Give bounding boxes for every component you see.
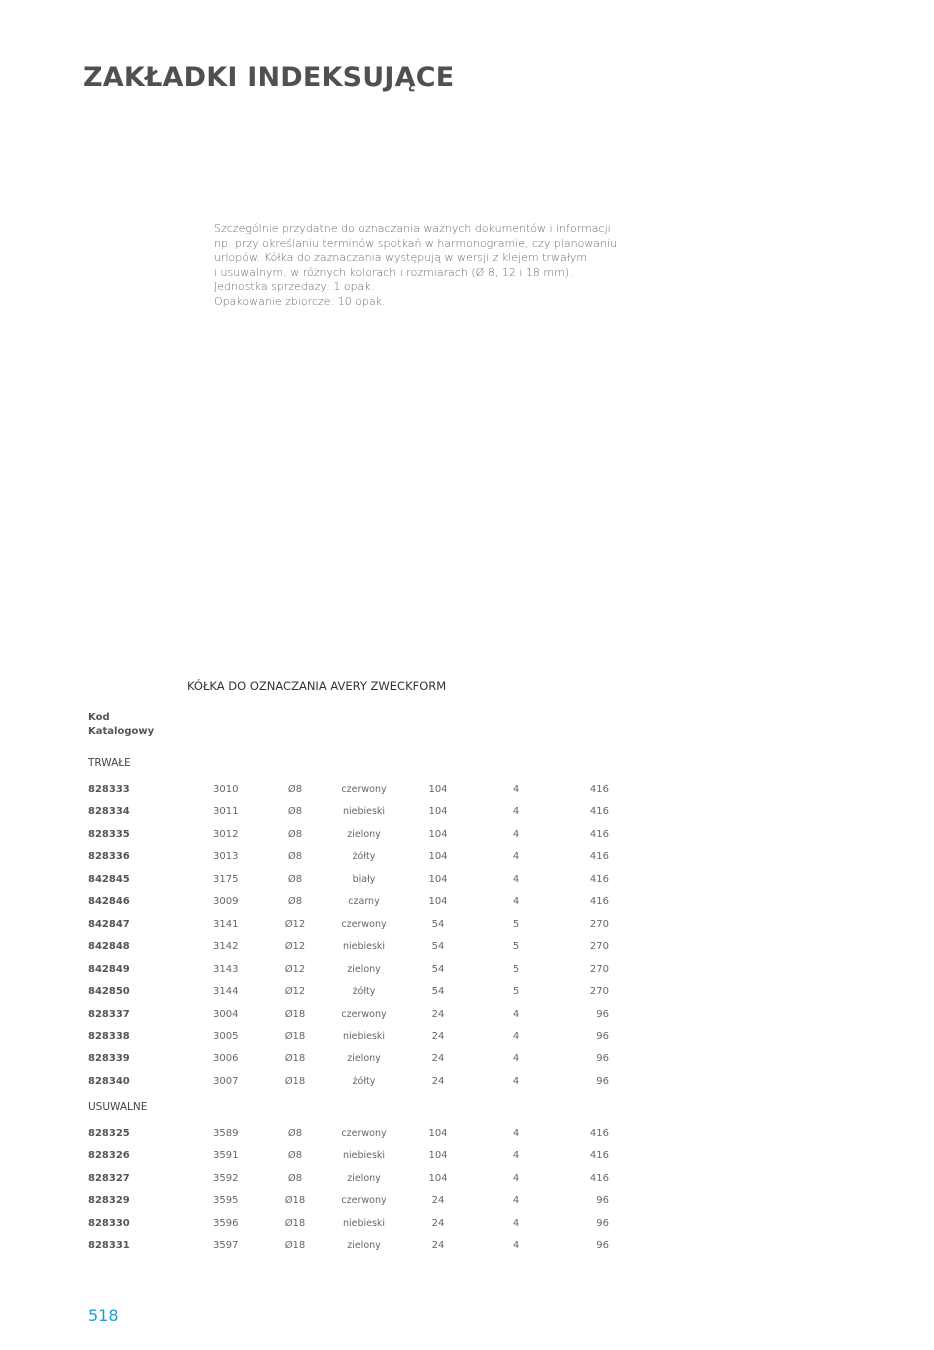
cell-pack-count: 5 (512, 918, 520, 930)
cell-diameter: Ø18 (284, 1053, 306, 1065)
cell-color: zielony (347, 1240, 381, 1252)
table-row (0, 1192, 934, 1210)
cell-catalog-code: 842848 (88, 941, 130, 953)
cell-total-count: 96 (596, 1240, 609, 1252)
cell-diameter: Ø8 (287, 896, 303, 908)
cell-diameter: Ø12 (284, 963, 306, 975)
cell-pack-count: 4 (512, 1030, 520, 1042)
cell-catalog-code: 828325 (88, 1128, 130, 1139)
cell-symbol: 3012 (213, 828, 239, 840)
table-title: KÓŁKA DO OZNACZANIA AVERY ZWECKFORM (187, 679, 447, 693)
cell-pack-count: 4 (512, 873, 520, 885)
cell-total-count: 416 (589, 828, 609, 840)
cell-catalog-code: 842846 (88, 896, 130, 908)
cell-total-count: 96 (596, 1195, 609, 1207)
cell-total-count: 270 (589, 986, 609, 998)
cell-diameter: Ø18 (284, 1075, 306, 1087)
table-row (0, 893, 934, 911)
cell-catalog-code: 828330 (88, 1217, 130, 1229)
cell-diameter: Ø12 (284, 941, 306, 953)
column-header-line: Kod (88, 712, 110, 723)
column-header-code (88, 711, 154, 739)
cell-sheets-per-pack: 24 (431, 1217, 445, 1229)
page-title: ZAKŁADKI INDEKSUJĄCE (83, 62, 455, 93)
section-label: TRWAŁE (88, 757, 131, 769)
cell-symbol: 3595 (213, 1195, 239, 1207)
cell-color: żółty (352, 1075, 376, 1087)
cell-pack-count: 4 (512, 1217, 520, 1229)
cell-catalog-code: 828339 (88, 1053, 130, 1065)
cell-catalog-code: 842847 (88, 918, 130, 930)
cell-catalog-code: 842850 (88, 986, 130, 998)
cell-symbol: 3591 (213, 1150, 239, 1162)
cell-symbol: 3143 (213, 963, 239, 975)
cell-sheets-per-pack: 104 (428, 873, 448, 885)
column-header-line: Katalogowy (88, 726, 155, 737)
page-number: 518 (88, 1306, 119, 1325)
cell-total-count: 416 (589, 896, 609, 908)
cell-symbol: 3013 (213, 851, 239, 863)
cell-sheets-per-pack: 104 (428, 1128, 448, 1139)
cell-diameter: Ø12 (284, 986, 306, 998)
table-row (0, 1147, 934, 1165)
cell-catalog-code: 828336 (88, 851, 130, 863)
cell-sheets-per-pack: 24 (431, 1008, 445, 1020)
cell-diameter: Ø8 (287, 1150, 303, 1162)
cell-total-count: 96 (596, 1075, 609, 1087)
table-row (0, 826, 934, 844)
cell-catalog-code: 828327 (88, 1172, 130, 1184)
cell-pack-count: 4 (512, 896, 520, 908)
cell-color: niebieski (342, 941, 386, 953)
cell-pack-count: 4 (512, 784, 520, 795)
cell-total-count: 416 (589, 784, 609, 795)
table-row (0, 1170, 934, 1188)
table-row (0, 1050, 934, 1068)
cell-pack-count: 4 (512, 1008, 520, 1020)
cell-diameter: Ø18 (284, 1195, 306, 1207)
cell-pack-count: 4 (512, 1053, 520, 1065)
cell-catalog-code: 828329 (88, 1195, 130, 1207)
cell-pack-count: 5 (512, 963, 520, 975)
table-row (0, 1006, 934, 1024)
cell-symbol: 3005 (213, 1030, 239, 1042)
cell-total-count: 270 (589, 941, 609, 953)
cell-sheets-per-pack: 54 (431, 918, 445, 930)
cell-symbol: 3010 (213, 784, 239, 795)
cell-color: niebieski (342, 1030, 386, 1042)
description-line: i usuwalnym, w różnych kolorach i rozmiarach (Ø 8, 12 i 18 mm). (214, 265, 573, 279)
cell-sheets-per-pack: 24 (431, 1053, 445, 1065)
table-row (0, 781, 934, 799)
cell-diameter: Ø8 (287, 784, 303, 795)
cell-diameter: Ø18 (284, 1217, 306, 1229)
description (214, 222, 618, 309)
cell-diameter: Ø18 (284, 1030, 306, 1042)
cell-sheets-per-pack: 104 (428, 1172, 448, 1184)
table-row (0, 803, 934, 821)
table-row (0, 871, 934, 889)
cell-pack-count: 4 (512, 1172, 520, 1184)
cell-sheets-per-pack: 24 (431, 1240, 445, 1252)
cell-total-count: 96 (596, 1030, 609, 1042)
table-row (0, 961, 934, 979)
cell-color: niebieski (342, 1150, 386, 1162)
cell-total-count: 416 (589, 1172, 609, 1184)
cell-color: czerwony (341, 784, 387, 795)
cell-symbol: 3004 (213, 1008, 239, 1020)
cell-diameter: Ø8 (287, 1128, 303, 1139)
cell-sheets-per-pack: 24 (431, 1075, 445, 1087)
cell-catalog-code: 828335 (88, 828, 130, 840)
cell-sheets-per-pack: 104 (428, 784, 448, 795)
cell-total-count: 416 (589, 851, 609, 863)
table-row (0, 983, 934, 1001)
cell-symbol: 3006 (213, 1053, 239, 1065)
cell-sheets-per-pack: 104 (428, 828, 448, 840)
cell-sheets-per-pack: 104 (428, 806, 448, 818)
cell-diameter: Ø8 (287, 806, 303, 818)
cell-color: czerwony (341, 1008, 387, 1020)
cell-catalog-code: 828338 (88, 1030, 130, 1042)
cell-sheets-per-pack: 24 (431, 1195, 445, 1207)
cell-catalog-code: 842849 (88, 963, 130, 975)
cell-color: zielony (347, 1053, 381, 1065)
cell-sheets-per-pack: 104 (428, 1150, 448, 1162)
table-row (0, 1237, 934, 1255)
cell-total-count: 96 (596, 1053, 609, 1065)
description-line: Opakowanie zbiorcze: 10 opak. (214, 294, 386, 308)
description-line: Jednostka sprzedaży: 1 opak. (214, 280, 375, 293)
cell-color: żółty (352, 851, 376, 863)
cell-color: czerwony (341, 918, 387, 930)
cell-sheets-per-pack: 104 (428, 851, 448, 863)
section-label: USUWALNE (88, 1101, 148, 1113)
cell-pack-count: 4 (512, 1195, 520, 1207)
table-row (0, 848, 934, 866)
cell-total-count: 96 (596, 1217, 609, 1229)
cell-pack-count: 4 (512, 1075, 520, 1087)
cell-color: zielony (347, 1172, 381, 1184)
table-row (0, 1215, 934, 1233)
table-row (0, 1028, 934, 1046)
cell-catalog-code: 828333 (88, 784, 130, 795)
cell-pack-count: 5 (512, 941, 520, 953)
cell-pack-count: 4 (512, 1150, 520, 1162)
cell-diameter: Ø18 (284, 1240, 306, 1252)
table-row (0, 1125, 934, 1143)
cell-symbol: 3597 (213, 1240, 239, 1252)
cell-sheets-per-pack: 24 (431, 1030, 445, 1042)
cell-sheets-per-pack: 54 (431, 941, 445, 953)
cell-symbol: 3007 (213, 1075, 239, 1087)
cell-symbol: 3141 (213, 918, 239, 930)
cell-catalog-code: 828326 (88, 1150, 130, 1162)
cell-catalog-code: 828334 (88, 806, 130, 818)
cell-total-count: 416 (589, 1128, 609, 1139)
cell-pack-count: 4 (512, 806, 520, 818)
cell-total-count: 416 (589, 806, 609, 818)
cell-symbol: 3009 (213, 896, 239, 908)
cell-color: czarny (348, 896, 380, 908)
cell-diameter: Ø8 (287, 828, 303, 840)
cell-pack-count: 5 (512, 986, 520, 998)
cell-symbol: 3589 (213, 1128, 239, 1139)
cell-diameter: Ø8 (287, 851, 303, 863)
cell-color: czerwony (341, 1128, 387, 1139)
cell-symbol: 3175 (213, 873, 239, 885)
cell-color: żółty (352, 986, 376, 998)
cell-diameter: Ø8 (287, 1172, 303, 1184)
description-line: urlopów. Kółka do zaznaczania występują w wersji z klejem trwałym (214, 251, 588, 264)
cell-diameter: Ø18 (284, 1008, 306, 1020)
cell-sheets-per-pack: 54 (431, 986, 445, 998)
cell-color: biały (352, 873, 376, 885)
cell-diameter: Ø12 (284, 918, 306, 930)
cell-catalog-code: 828337 (88, 1008, 130, 1020)
cell-pack-count: 4 (512, 828, 520, 840)
cell-sheets-per-pack: 104 (428, 896, 448, 908)
cell-color: czerwony (341, 1195, 387, 1207)
cell-symbol: 3592 (213, 1172, 239, 1184)
cell-pack-count: 4 (512, 1240, 520, 1252)
table-row (0, 938, 934, 956)
table-row (0, 916, 934, 934)
cell-catalog-code: 828331 (88, 1240, 130, 1252)
cell-color: zielony (347, 963, 381, 975)
cell-total-count: 96 (596, 1008, 609, 1020)
description-line: np. przy określaniu terminów spotkań w harmonogramie, czy planowaniu (214, 236, 618, 250)
cell-diameter: Ø8 (287, 873, 303, 885)
cell-total-count: 270 (589, 918, 609, 930)
cell-total-count: 416 (589, 1150, 609, 1162)
cell-color: zielony (347, 828, 381, 840)
cell-pack-count: 4 (512, 1128, 520, 1139)
description-line: Szczególnie przydatne do oznaczania ważnych dokumentów i informacji (214, 222, 611, 235)
cell-catalog-code: 828340 (88, 1075, 130, 1087)
cell-symbol: 3011 (213, 806, 239, 818)
cell-symbol: 3142 (213, 941, 239, 953)
cell-symbol: 3144 (213, 986, 239, 998)
cell-catalog-code: 842845 (88, 873, 130, 885)
cell-total-count: 416 (589, 873, 609, 885)
cell-pack-count: 4 (512, 851, 520, 863)
table-row (0, 1073, 934, 1091)
cell-total-count: 270 (589, 963, 609, 975)
cell-color: niebieski (342, 806, 386, 818)
cell-symbol: 3596 (213, 1217, 239, 1229)
cell-sheets-per-pack: 54 (431, 963, 445, 975)
cell-color: niebieski (342, 1217, 386, 1229)
